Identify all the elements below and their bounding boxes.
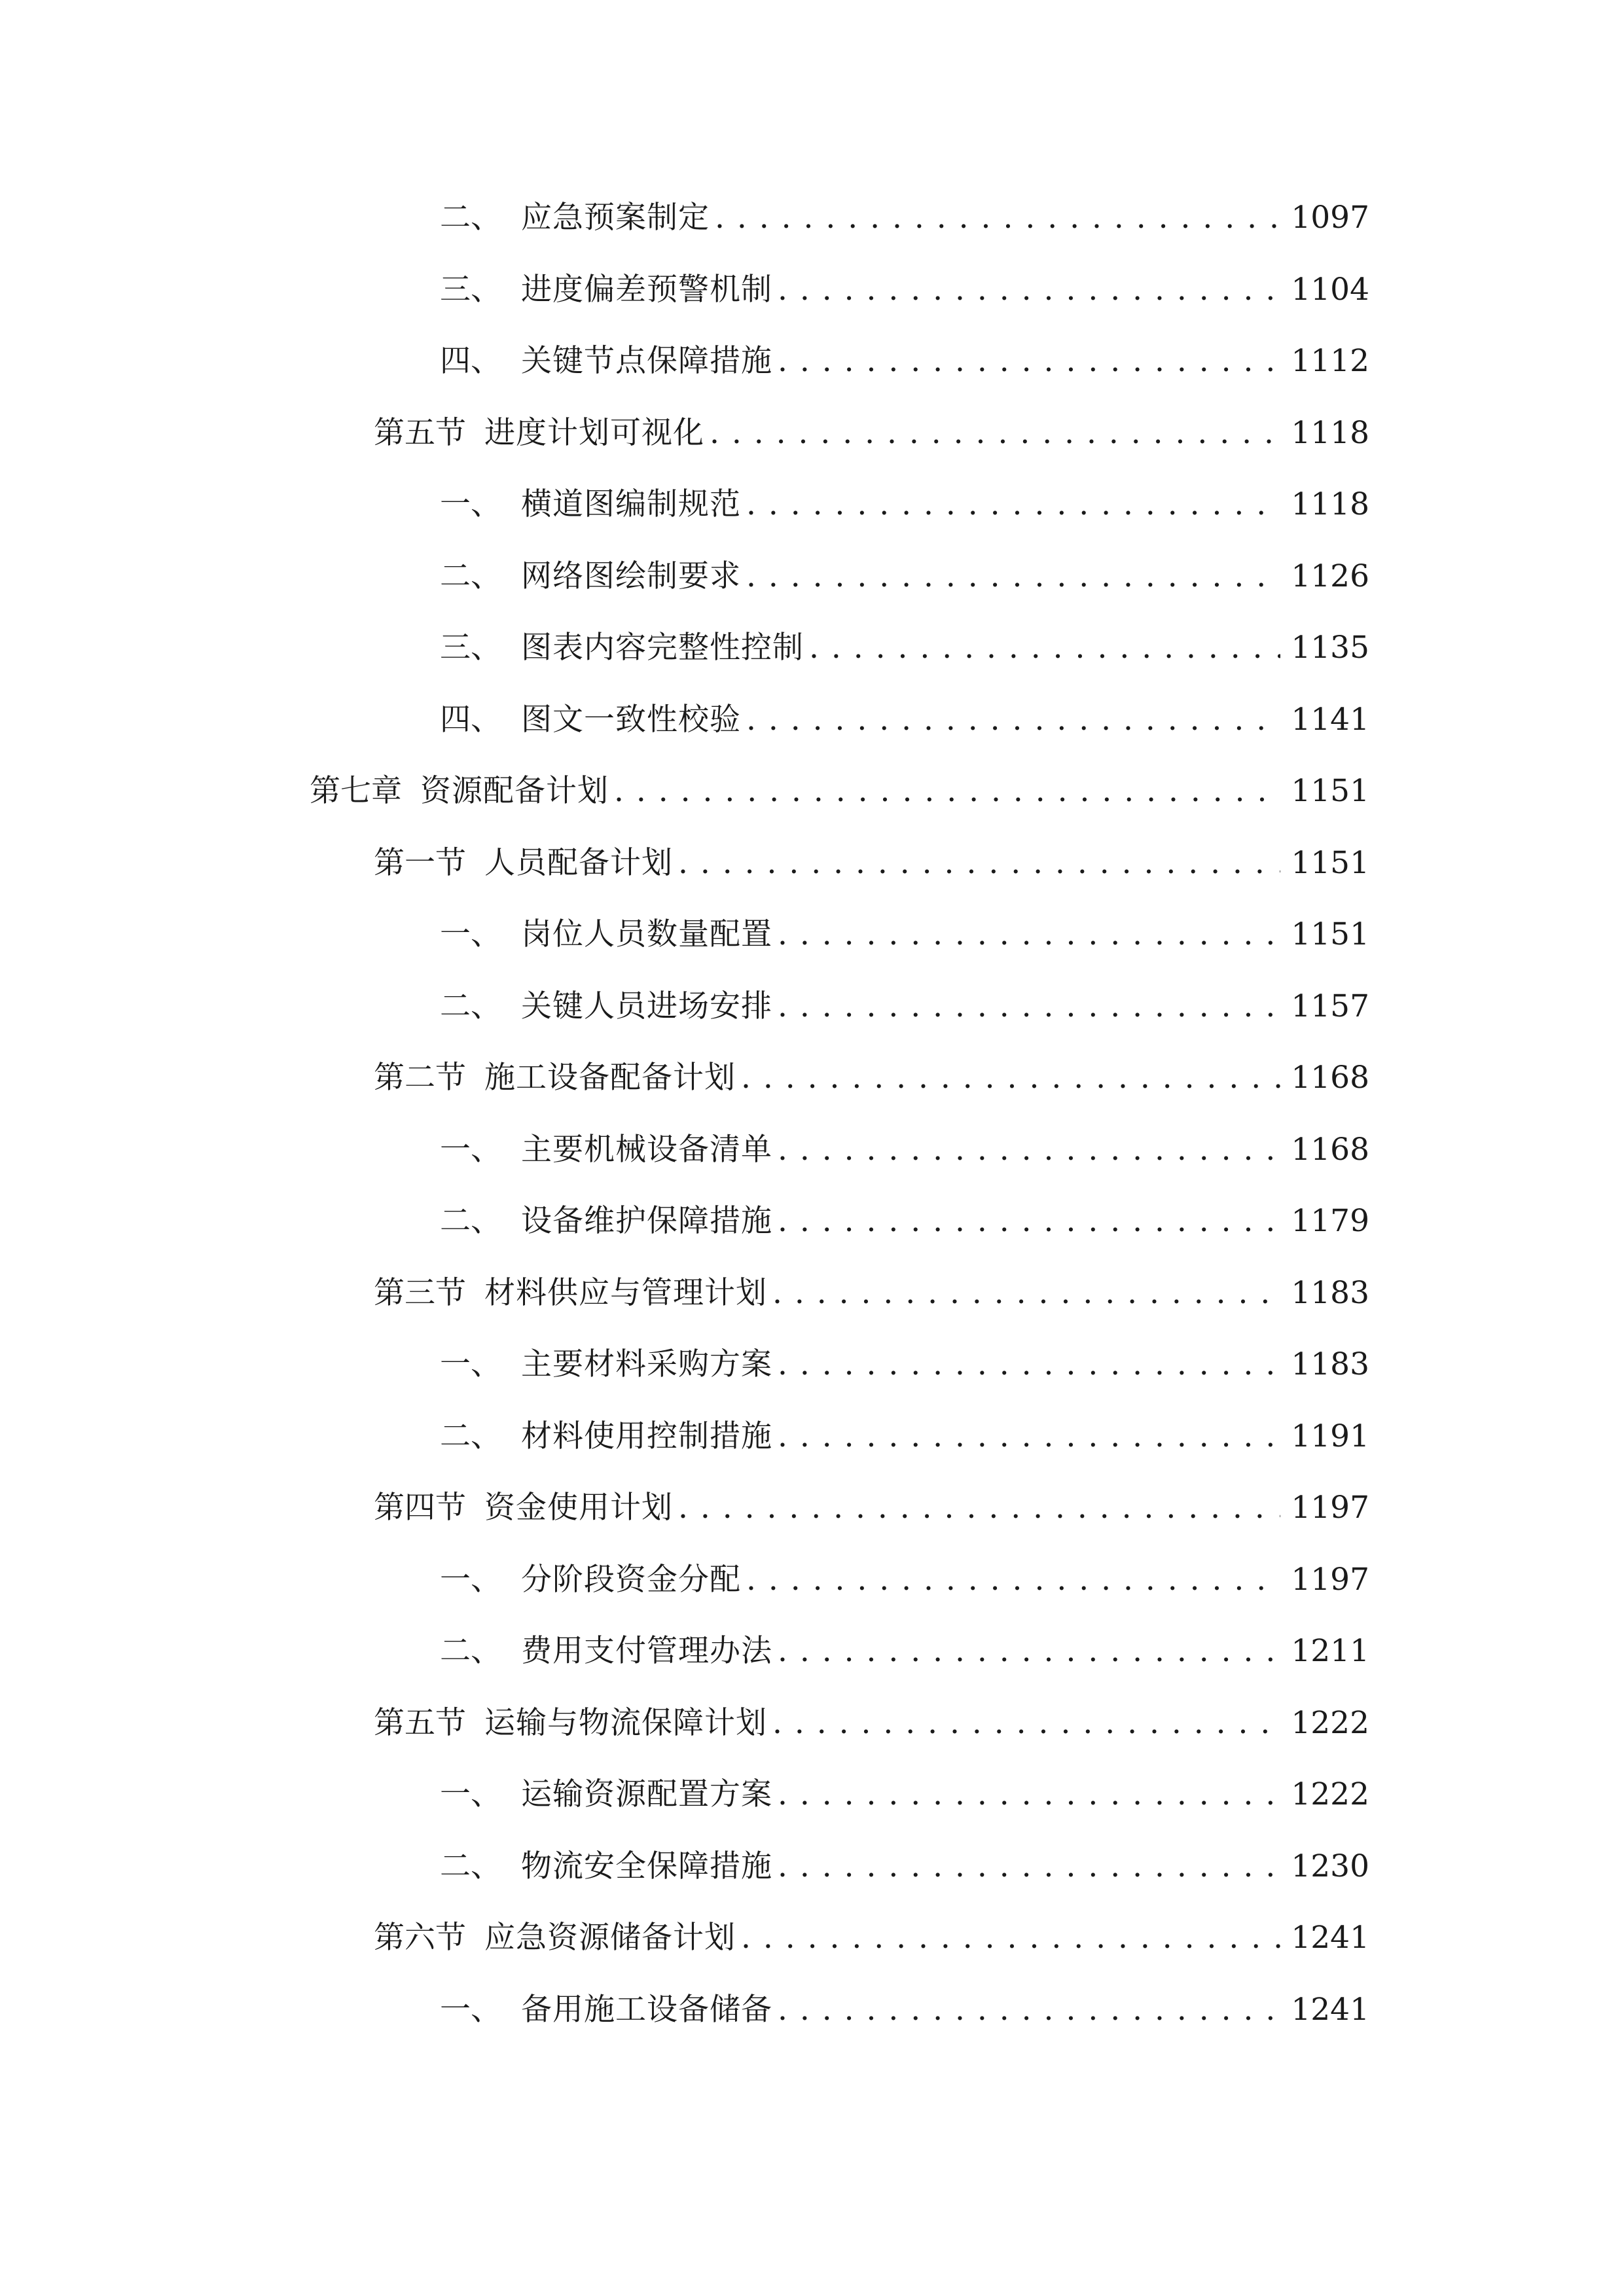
toc-entry-number: 四、 <box>440 702 501 738</box>
toc-entry-number: 二、 <box>440 200 501 236</box>
toc-entry-item[interactable] <box>440 335 1369 387</box>
toc-entry-section[interactable] <box>374 1052 1369 1104</box>
dot-leader <box>746 1554 1280 1606</box>
dot-leader <box>778 335 1280 387</box>
toc-entry-page-number: 1168 <box>1291 1132 1369 1168</box>
toc-entry-page-number: 1211 <box>1291 1633 1369 1669</box>
toc-entry-item[interactable] <box>440 694 1369 746</box>
toc-entry-page-number: 1141 <box>1291 702 1369 738</box>
toc-entry-title: 备用施工设备储备 <box>521 1992 772 2028</box>
dot-leader <box>778 1124 1280 1176</box>
toc-entry-number: 一、 <box>440 1992 501 2028</box>
toc-entry-page-number: 1104 <box>1291 272 1369 308</box>
dot-leader <box>778 1768 1280 1821</box>
toc-entry-page-number: 1230 <box>1291 1848 1369 1884</box>
toc-entry-title: 资金使用计划 <box>484 1490 673 1526</box>
toc-entry-number: 第三节 <box>374 1275 466 1311</box>
toc-entry-number: 二、 <box>440 988 501 1024</box>
dot-leader <box>778 1840 1280 1893</box>
dot-leader <box>772 1697 1280 1749</box>
toc-entry-item[interactable] <box>440 1554 1369 1606</box>
toc-entry-page-number: 1135 <box>1291 630 1369 666</box>
toc-entry-title: 分阶段资金分配 <box>521 1562 741 1598</box>
dot-leader <box>678 837 1280 889</box>
dot-leader <box>778 908 1280 961</box>
dot-leader <box>741 1052 1280 1104</box>
toc-entry-number: 三、 <box>440 630 501 666</box>
toc-entry-section[interactable] <box>374 1912 1369 1964</box>
toc-entry-number: 四、 <box>440 343 501 379</box>
toc-entry-title: 施工设备配备计划 <box>484 1060 736 1096</box>
toc-entry-title: 网络图绘制要求 <box>521 558 741 594</box>
toc-entry-page-number: 1197 <box>1291 1562 1369 1598</box>
dot-leader <box>778 1410 1280 1463</box>
toc-entry-number: 一、 <box>440 1132 501 1168</box>
toc-entry-number: 第四节 <box>374 1490 466 1526</box>
dot-leader <box>614 765 1280 817</box>
toc-entry-section[interactable] <box>374 837 1369 889</box>
toc-entry-title: 图文一致性校验 <box>521 702 741 738</box>
toc-entry-number: 一、 <box>440 1776 501 1812</box>
toc-entry-page-number: 1118 <box>1291 486 1369 522</box>
toc-entry-title: 横道图编制规范 <box>521 486 741 522</box>
toc-entry-title: 运输资源配置方案 <box>521 1776 772 1812</box>
toc-entry-title: 进度计划可视化 <box>484 415 704 451</box>
toc-entry-number: 三、 <box>440 272 501 308</box>
toc-entry-title: 进度偏差预警机制 <box>521 272 772 308</box>
toc-entry-page-number: 1222 <box>1291 1776 1369 1812</box>
toc-entry-page-number: 1179 <box>1291 1203 1369 1239</box>
toc-entry-title: 费用支付管理办法 <box>521 1633 772 1669</box>
toc-entry-page-number: 1097 <box>1291 200 1369 236</box>
toc-entry-section[interactable] <box>374 1697 1369 1749</box>
toc-entry-title: 关键节点保障措施 <box>521 343 772 379</box>
toc-entry-item[interactable] <box>440 550 1369 603</box>
dot-leader <box>746 478 1280 531</box>
toc-entry-item[interactable] <box>440 1195 1369 1247</box>
dot-leader <box>678 1482 1280 1534</box>
toc-entry-item[interactable] <box>440 1410 1369 1463</box>
toc-entry-page-number: 1151 <box>1291 845 1369 881</box>
toc-entry-number: 二、 <box>440 1848 501 1884</box>
toc-entry-number: 二、 <box>440 1203 501 1239</box>
dot-leader <box>710 407 1280 459</box>
toc-entry-item[interactable] <box>440 1124 1369 1176</box>
dot-leader <box>772 1267 1280 1319</box>
toc-entry-title: 资源配备计划 <box>420 773 609 809</box>
toc-entry-chapter[interactable] <box>310 765 1369 817</box>
toc-entry-title: 主要材料采购方案 <box>521 1346 772 1382</box>
toc-entry-item[interactable] <box>440 264 1369 316</box>
dot-leader <box>741 1912 1280 1964</box>
dot-leader <box>778 1195 1280 1247</box>
toc-entry-page-number: 1168 <box>1291 1060 1369 1096</box>
dot-leader <box>778 1625 1280 1677</box>
toc-entry-page-number: 1151 <box>1291 916 1369 952</box>
toc-entry-title: 图表内容完整性控制 <box>521 630 804 666</box>
toc-entry-page-number: 1151 <box>1291 773 1369 809</box>
toc-entry-number: 二、 <box>440 1418 501 1454</box>
toc-entry-number: 第一节 <box>374 845 466 881</box>
toc-entry-item[interactable] <box>440 1625 1369 1677</box>
toc-entry-item[interactable] <box>440 1840 1369 1893</box>
toc-entry-number: 第六节 <box>374 1920 466 1956</box>
toc-entry-page-number: 1112 <box>1291 343 1369 379</box>
toc-entry-number: 二、 <box>440 1633 501 1669</box>
dot-leader <box>809 622 1280 674</box>
toc-entry-number: 一、 <box>440 1562 501 1598</box>
toc-entry-item[interactable] <box>440 908 1369 961</box>
toc-entry-number: 第二节 <box>374 1060 466 1096</box>
toc-entry-title: 人员配备计划 <box>484 845 673 881</box>
toc-entry-page-number: 1241 <box>1291 1992 1369 2028</box>
toc-entry-number: 一、 <box>440 1346 501 1382</box>
toc-entry-section[interactable] <box>374 1482 1369 1534</box>
toc-entry-page-number: 1197 <box>1291 1490 1369 1526</box>
dot-leader <box>778 980 1280 1033</box>
toc-entry-title: 主要机械设备清单 <box>521 1132 772 1168</box>
toc-entry-page-number: 1183 <box>1291 1275 1369 1311</box>
dot-leader <box>778 264 1280 316</box>
toc-entry-page-number: 1183 <box>1291 1346 1369 1382</box>
toc-entry-page-number: 1191 <box>1291 1418 1369 1454</box>
toc-entry-title: 材料供应与管理计划 <box>484 1275 767 1311</box>
toc-entry-page-number: 1157 <box>1291 988 1369 1024</box>
toc-entry-item[interactable] <box>440 1984 1369 2036</box>
dot-leader <box>746 694 1280 746</box>
toc-entry-title: 应急预案制定 <box>521 200 710 236</box>
toc-entry-item[interactable] <box>440 622 1369 674</box>
toc-entry-title: 运输与物流保障计划 <box>484 1705 767 1741</box>
toc-entry-page-number: 1241 <box>1291 1920 1369 1956</box>
toc-entry-item[interactable] <box>440 192 1369 244</box>
toc-entry-number: 二、 <box>440 558 501 594</box>
toc-entry-page-number: 1118 <box>1291 415 1369 451</box>
toc-entry-title: 物流安全保障措施 <box>521 1848 772 1884</box>
toc-entry-number: 第七章 <box>310 773 402 809</box>
toc-entry-section[interactable] <box>374 407 1369 459</box>
toc-entry-number: 第五节 <box>374 415 466 451</box>
toc-entry-item[interactable] <box>440 980 1369 1033</box>
toc-entry-section[interactable] <box>374 1267 1369 1319</box>
toc-entry-title: 关键人员进场安排 <box>521 988 772 1024</box>
toc-entry-title: 岗位人员数量配置 <box>521 916 772 952</box>
toc-entry-number: 第五节 <box>374 1705 466 1741</box>
toc-entry-title: 材料使用控制措施 <box>521 1418 772 1454</box>
toc-entry-page-number: 1222 <box>1291 1705 1369 1741</box>
toc-entry-page-number: 1126 <box>1291 558 1369 594</box>
dot-leader <box>778 1984 1280 2036</box>
toc-entry-number: 一、 <box>440 916 501 952</box>
toc-entry-item[interactable] <box>440 1768 1369 1821</box>
toc-entry-item[interactable] <box>440 478 1369 531</box>
dot-leader <box>715 192 1280 244</box>
toc-entry-number: 一、 <box>440 486 501 522</box>
toc-entry-title: 应急资源储备计划 <box>484 1920 736 1956</box>
toc-entry-title: 设备维护保障措施 <box>521 1203 772 1239</box>
dot-leader <box>746 550 1280 603</box>
dot-leader <box>778 1338 1280 1391</box>
toc-entry-item[interactable] <box>440 1338 1369 1391</box>
